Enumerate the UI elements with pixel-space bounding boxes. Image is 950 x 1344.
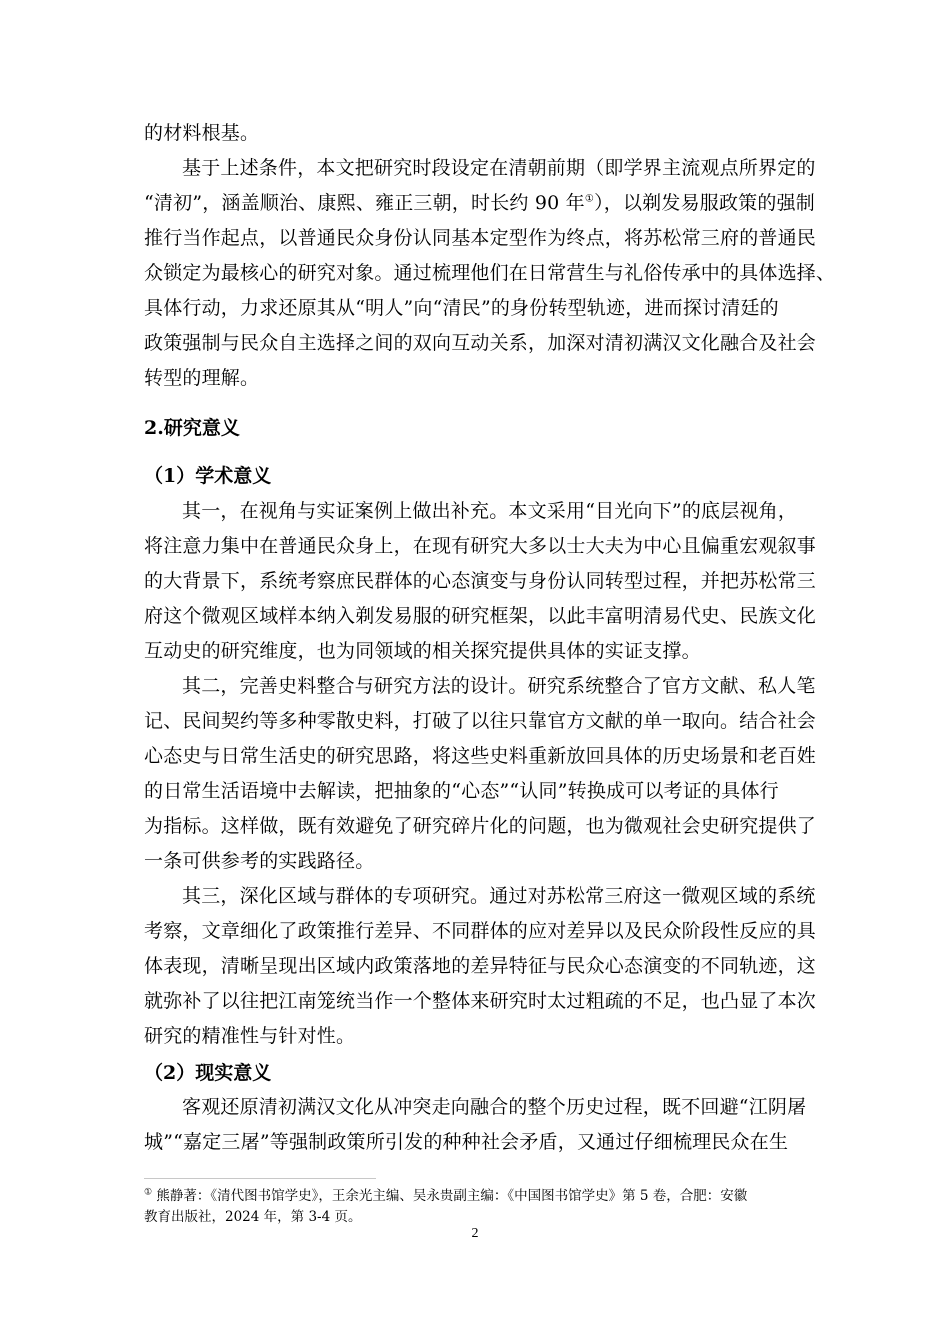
paragraph-line: 研究的精准性与针对性。	[144, 1025, 356, 1047]
scope-line-2a: “清初”，涵盖顺治、康熙、雍正三朝，时长约 90 年	[144, 192, 585, 214]
page-number: 2	[471, 1226, 479, 1241]
footnote-text-1: 熊静著：《清代图书馆学史》，王余光主编、吴永贵副主编：《中国图书馆学史》第 5 卷，合肥：安徽	[156, 1188, 748, 1204]
paragraph-line: 城”“嘉定三屠”等强制政策所引发的种种社会矛盾，又通过仔细梳理民众在生	[144, 1131, 789, 1153]
academic-paragraph-2	[144, 669, 817, 879]
intro-line: 的材料根基。	[144, 122, 260, 144]
scope-line-1: 基于上述条件，本文把研究时段设定在清朝前期（即学界主流观点所界定的	[182, 157, 816, 179]
paragraph-line: 就弥补了以往把江南笼统当作一个整体来研究时太过粗疏的不足，也凸显了本次	[144, 990, 817, 1012]
paragraph-line: 心态史与日常生活史的研究思路，将这些史料重新放回具体的历史场景和老百姓	[144, 745, 817, 767]
paragraph-line: 其三，深化区域与群体的专项研究。通过对苏松常三府这一微观区域的系统	[182, 885, 816, 907]
paragraph-line: 体表现，清晰呈现出区域内政策落地的差异特征与民众心态演变的不同轨迹，这	[144, 955, 817, 977]
paragraph-line: 其一，在视角与实证案例上做出补充。本文采用“目光向下”的底层视角，	[182, 500, 798, 522]
scope-paragraph	[144, 151, 836, 396]
footnote-divider	[144, 1178, 376, 1179]
footnote-marker: ①	[144, 1187, 153, 1198]
footnote-line-1	[144, 1186, 810, 1207]
paragraph-line: 的大背景下，系统考察庶民群体的心态演变与身份认同转型过程，并把苏松常三	[144, 570, 817, 592]
paragraph-line: 考察，文章细化了政策推行差异、不同群体的应对差异以及民众阶段性反应的具	[144, 920, 817, 942]
section-heading: 2.研究意义	[144, 417, 240, 439]
paragraph-line: 将注意力集中在普通民众身上，在现有研究大多以士大夫为中心且偏重宏观叙事	[144, 535, 817, 557]
scope-line: 具体行动，力求还原其从“明人”向“清民”的身份转型轨迹，进而探讨清廷的	[144, 297, 779, 319]
academic-paragraph-1	[144, 494, 817, 669]
scope-line: 众锁定为最核心的研究对象。通过梳理他们在日常营生与礼俗传承中的具体选择、	[144, 262, 836, 284]
paragraph-line: 其二，完善史料整合与研究方法的设计。研究系统整合了官方文献、私人笔	[182, 675, 816, 697]
footnote-line-2: 教育出版社，2024 年，第 3-4 页。	[144, 1209, 362, 1225]
subsection-heading-practical: （2）现实意义	[144, 1062, 272, 1084]
footnote-reference[interactable]: ①	[584, 193, 595, 205]
practical-paragraph	[144, 1090, 808, 1160]
scope-line-2	[144, 186, 815, 221]
scope-line: 转型的理解。	[144, 367, 260, 389]
intro-paragraph	[144, 116, 808, 151]
paragraph-line: 记、民间契约等多种零散史料，打破了以往只靠官方文献的单一取向。结合社会	[144, 710, 817, 732]
academic-paragraph-3	[144, 879, 817, 1054]
paragraph-line: 客观还原清初满汉文化从冲突走向融合的整个历史过程，既不回避“江阴屠	[182, 1096, 807, 1118]
paragraph-line: 互动史的研究维度，也为同领域的相关探究提供具体的实证支撑。	[144, 640, 701, 662]
paragraph-line: 一条可供参考的实践路径。	[144, 850, 375, 872]
paragraph-line: 为指标。这样做，既有效避免了研究碎片化的问题，也为微观社会史研究提供了	[144, 815, 817, 837]
scope-line: 推行当作起点，以普通民众身份认同基本定型作为终点，将苏松常三府的普通民	[144, 227, 817, 249]
subsection-heading-academic: （1）学术意义	[144, 465, 272, 487]
paragraph-line: 府这个微观区域样本纳入剃发易服的研究框架，以此丰富明清易代史、民族文化	[144, 605, 817, 627]
scope-line-2b: ），以剃发易服政策的强制	[594, 192, 815, 214]
scope-line: 政策强制与民众自主选择之间的双向互动关系，加深对清初满汉文化融合及社会	[144, 332, 817, 354]
footnote	[144, 1186, 810, 1228]
paragraph-line: 的日常生活语境中去解读，把抽象的“心态”“认同”转换成可以考证的具体行	[144, 780, 779, 802]
